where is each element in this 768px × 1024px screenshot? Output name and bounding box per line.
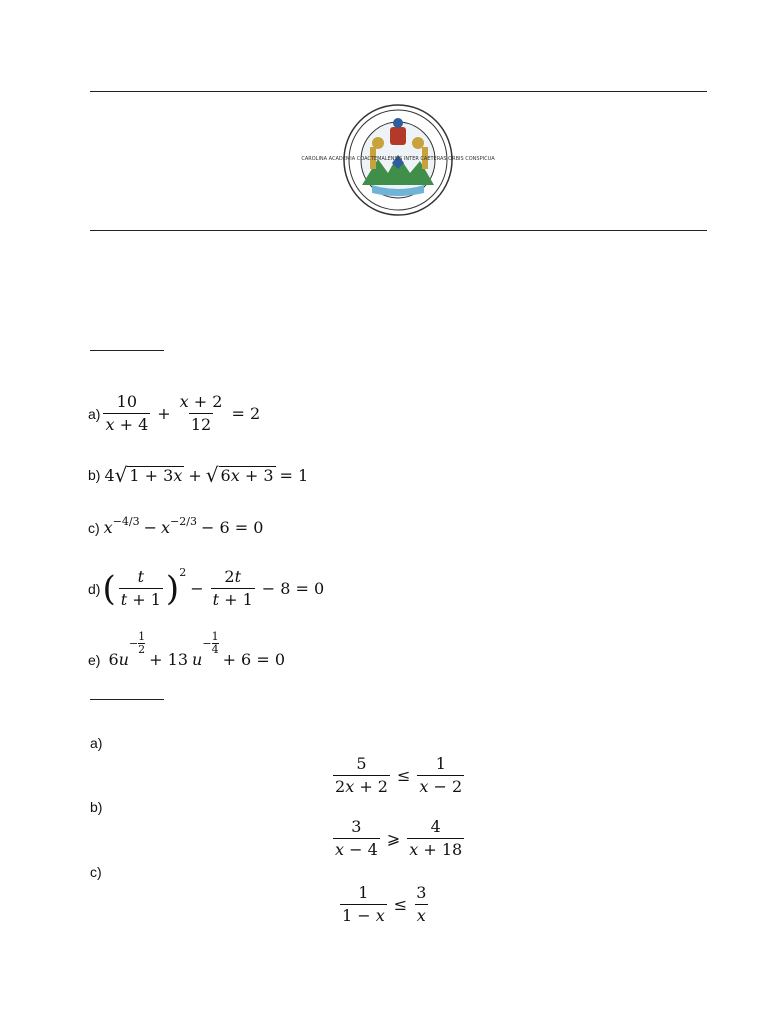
denominator xyxy=(119,588,163,609)
coefficient: 4 xyxy=(104,465,115,485)
denominator xyxy=(333,838,380,859)
relation: ⩾ xyxy=(386,829,401,848)
var: x xyxy=(375,906,385,925)
neg-sign: − xyxy=(128,637,139,650)
var: u xyxy=(118,650,129,669)
item-label-2a: a) xyxy=(90,735,103,751)
operator: − xyxy=(190,579,204,598)
rhs: + 6 = 0 xyxy=(222,650,285,669)
fraction xyxy=(103,393,150,434)
denominator xyxy=(417,775,464,796)
exponent: −2/3 xyxy=(170,515,197,528)
fraction xyxy=(211,568,255,609)
denominator: 12 xyxy=(190,415,212,434)
header-bottom-rule xyxy=(90,230,707,231)
operator: − xyxy=(143,518,158,537)
var: x xyxy=(105,415,115,434)
operator: + xyxy=(157,404,171,423)
term: 6 xyxy=(220,466,231,485)
term: + 1 xyxy=(224,590,253,609)
item-label: a) xyxy=(88,405,101,422)
sqrt-1: √ 1 + 3x xyxy=(114,463,183,487)
numerator xyxy=(222,568,243,588)
equation-a xyxy=(88,393,264,434)
operator: + xyxy=(188,465,202,485)
relation: ≤ xyxy=(396,766,411,785)
paren-close: ) xyxy=(165,568,180,609)
exp-fraction xyxy=(138,631,145,656)
inequality-b xyxy=(330,818,467,859)
rhs: − 8 = 0 xyxy=(261,579,325,598)
numerator: 5 xyxy=(356,754,367,773)
fraction xyxy=(414,884,428,925)
exponent xyxy=(202,631,218,656)
denominator xyxy=(333,775,390,796)
coefficient: 6 xyxy=(108,650,119,669)
fraction xyxy=(407,818,464,859)
fraction xyxy=(417,755,464,796)
term: − 2 xyxy=(433,777,463,796)
numerator xyxy=(178,393,225,413)
var: x xyxy=(335,840,345,859)
term: 2 xyxy=(224,567,235,586)
term: 1 − xyxy=(342,906,376,925)
term: + 2 xyxy=(359,777,388,796)
var: t xyxy=(120,590,128,609)
numerator: t xyxy=(137,567,145,586)
term: + 2 xyxy=(193,392,223,411)
inequality-c xyxy=(337,884,431,925)
section-2-underline xyxy=(90,699,164,700)
var: t xyxy=(234,567,241,586)
denominator xyxy=(407,838,464,859)
var: x xyxy=(179,392,189,411)
fraction xyxy=(178,393,225,434)
relation: ≤ xyxy=(393,895,408,914)
fraction xyxy=(333,755,390,796)
equation-b xyxy=(88,465,312,485)
var: x xyxy=(173,466,183,485)
var: x xyxy=(161,518,171,537)
exp-den: 2 xyxy=(138,643,146,656)
rhs: = 1 xyxy=(279,465,309,485)
section-1-underline xyxy=(90,350,164,351)
term: + 4 xyxy=(119,415,149,434)
exponent: 2 xyxy=(179,566,187,579)
denominator xyxy=(340,904,387,925)
exponent xyxy=(129,631,145,656)
numerator: 1 xyxy=(435,754,446,773)
neg-sign: − xyxy=(202,637,212,650)
rhs: = 2 xyxy=(231,404,261,423)
seal-ring-text: CAROLINA ACADEMIA COACTEMALENSIS INTER CAETERAS ORBIS CONSPICUA xyxy=(301,156,495,162)
var: x xyxy=(419,777,429,796)
denominator xyxy=(103,413,150,434)
var: x xyxy=(409,840,419,859)
var: x xyxy=(103,518,113,537)
operator: + 13 xyxy=(149,650,189,669)
fraction xyxy=(340,884,387,925)
item-label-2b: b) xyxy=(90,799,103,815)
term: − 4 xyxy=(349,840,378,859)
exponent: −4/3 xyxy=(112,515,140,528)
numerator: 10 xyxy=(116,392,138,411)
item-label: e) xyxy=(88,651,101,668)
var: x xyxy=(230,466,240,485)
denominator: x xyxy=(416,906,426,925)
sqrt-2: √ 6x + 3 xyxy=(205,463,274,487)
numerator: 1 xyxy=(358,883,369,902)
item-label: b) xyxy=(88,467,101,483)
term: 2 xyxy=(335,777,346,796)
numerator: 4 xyxy=(430,817,441,836)
exp-fraction xyxy=(212,631,219,656)
fraction xyxy=(119,568,163,609)
term: + 3 xyxy=(244,466,274,485)
rhs: − 6 = 0 xyxy=(200,518,264,537)
exp-num: 1 xyxy=(138,630,146,643)
header-top-rule xyxy=(90,91,707,92)
equation-e xyxy=(88,624,289,669)
denominator xyxy=(211,588,255,609)
inequality-a xyxy=(330,755,467,796)
numerator: 3 xyxy=(416,883,427,902)
numerator: 3 xyxy=(351,817,362,836)
term: + 1 xyxy=(132,590,161,609)
term: + 18 xyxy=(423,840,463,859)
equation-d xyxy=(88,568,328,609)
var: u xyxy=(192,650,203,669)
university-seal xyxy=(301,103,495,217)
equation-c xyxy=(88,515,267,537)
term: 1 + 3 xyxy=(129,466,174,485)
paren-open: ( xyxy=(102,568,116,609)
item-label: d) xyxy=(88,580,101,597)
fraction xyxy=(333,818,380,859)
exp-num: 1 xyxy=(211,630,219,643)
item-label: c) xyxy=(88,519,100,536)
exp-den: 4 xyxy=(211,643,219,656)
var: t xyxy=(212,590,220,609)
var: x xyxy=(345,777,355,796)
item-label-2c: c) xyxy=(90,864,102,880)
